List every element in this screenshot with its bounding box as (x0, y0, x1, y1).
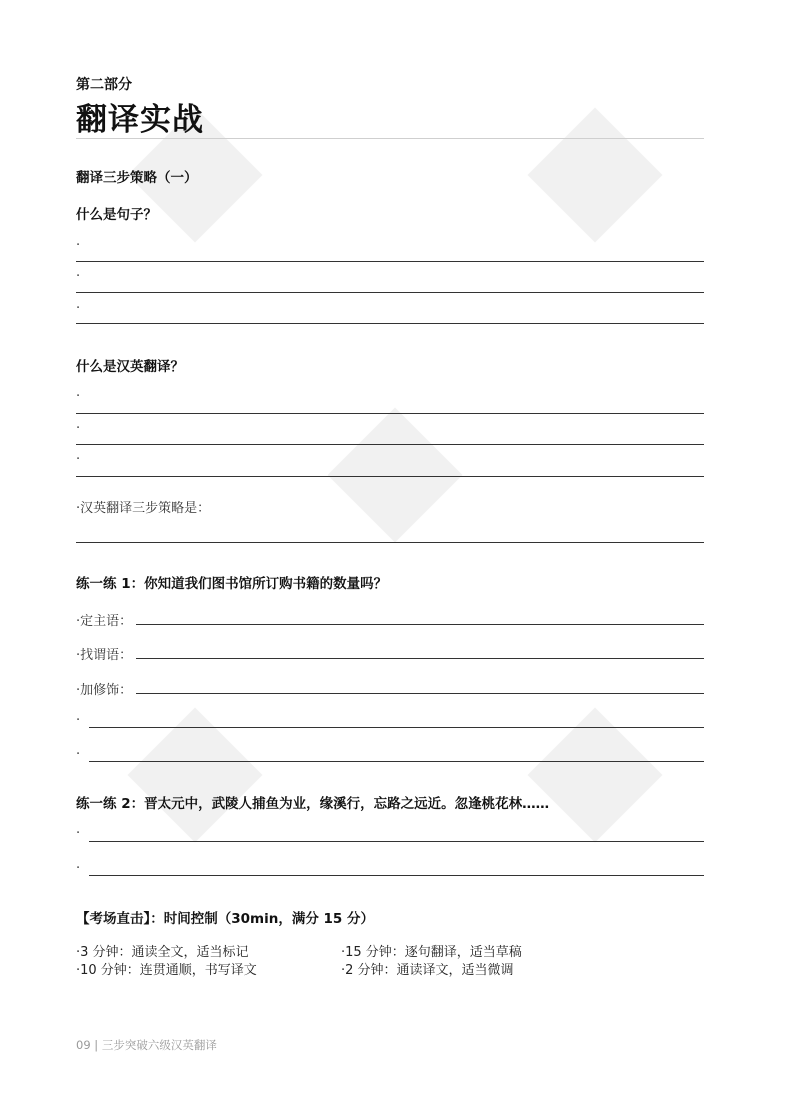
step-modifier-label: ·加修饰： (76, 683, 133, 698)
question-sentence: 什么是句子？ (76, 207, 157, 223)
bullet: · (76, 452, 81, 467)
bullet: · (76, 713, 81, 728)
page-title: 翻译实战 (76, 102, 204, 138)
answer-line[interactable] (89, 875, 704, 876)
watermark-icon (120, 700, 270, 850)
watermark-icon (520, 700, 670, 850)
answer-line[interactable] (136, 658, 704, 659)
bullet: · (76, 269, 81, 284)
answer-line[interactable] (76, 323, 704, 324)
exercise-2-heading: 练一练 2：晋太元中，武陵人捕鱼为业，缘溪行，忘路之远近。忽逢桃花林…… (76, 796, 550, 812)
answer-line[interactable] (76, 413, 704, 414)
answer-line[interactable] (136, 693, 704, 694)
time-tip: ·15 分钟：逐句翻译，适当草稿 (341, 945, 522, 960)
strategy-label: ·汉英翻译三步策略是： (76, 501, 211, 516)
answer-line[interactable] (89, 841, 704, 842)
exercise-1-heading: 练一练 1：你知道我们图书馆所订购书籍的数量吗？ (76, 576, 388, 592)
answer-line[interactable] (76, 444, 704, 445)
bullet: · (76, 747, 81, 762)
watermark-icon (320, 400, 470, 550)
section-heading: 翻译三步策略（一） (76, 170, 198, 186)
answer-line[interactable] (76, 542, 704, 543)
time-tip: ·3 分钟：通读全文，适当标记 (76, 945, 249, 960)
section-kicker: 第二部分 (76, 77, 132, 93)
watermark-icon (520, 100, 670, 250)
answer-line[interactable] (76, 261, 704, 262)
time-tip: ·10 分钟：连贯通顺，书写译文 (76, 963, 257, 978)
bullet: · (76, 301, 81, 316)
title-divider (76, 138, 704, 139)
answer-line[interactable] (89, 727, 704, 728)
answer-line[interactable] (89, 761, 704, 762)
answer-line[interactable] (136, 624, 704, 625)
step-predicate-label: ·找谓语： (76, 648, 133, 663)
bullet: · (76, 861, 81, 876)
bullet: · (76, 389, 81, 404)
bullet: · (76, 421, 81, 436)
bullet: · (76, 826, 81, 841)
bullet: · (76, 238, 81, 253)
page-footer: 09 | 三步突破六级汉英翻译 (76, 1038, 217, 1052)
time-tip: ·2 分钟：通读译文，适当微调 (341, 963, 514, 978)
answer-line[interactable] (76, 476, 704, 477)
step-subject-label: ·定主语： (76, 614, 133, 629)
exam-heading: 【考场直击】：时间控制（30min，满分 15 分） (76, 911, 375, 927)
answer-line[interactable] (76, 292, 704, 293)
question-translation: 什么是汉英翻译？ (76, 359, 184, 375)
